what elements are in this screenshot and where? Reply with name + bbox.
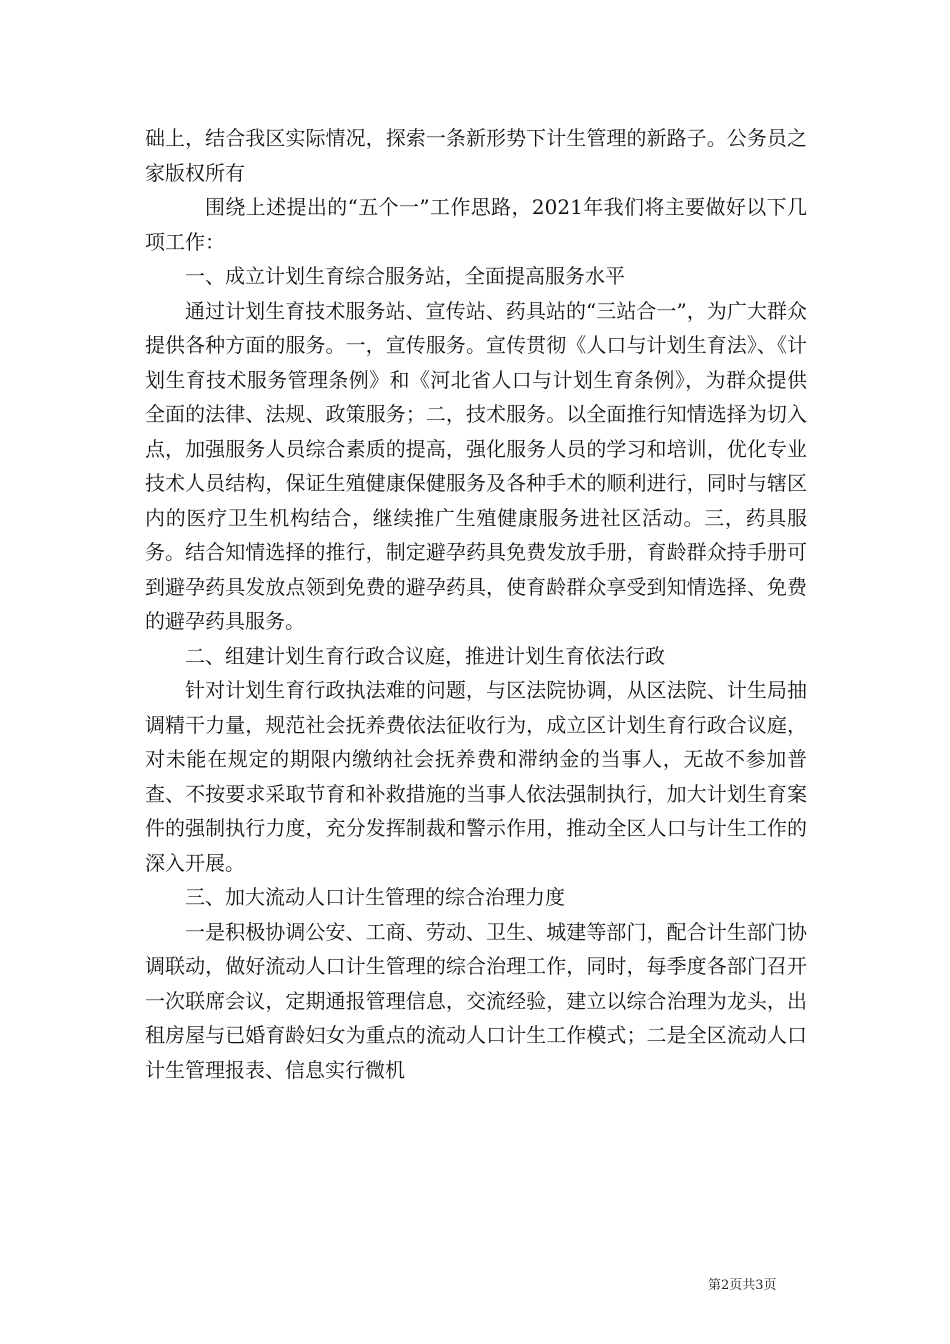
paragraph-intro: 围绕上述提出的“五个一”工作思路，2021年我们将主要做好以下几项工作： [145, 195, 807, 254]
paragraph-section-2: 针对计划生育行政执法难的问题，与区法院协调，从区法院、计生局抽调精干力量，规范社会抚养费依法征收行为，成立区计划生育行政合议庭，对未能在规定的期限内缴纳社会抚养费和滞纳金的当事人，无故不参加普查、不按要求采取节育和补救措施的当事人依法强制执行，加大计划生育案件的强制执行力度，充分发挥制裁和警示作用，推动全区人口与计生工作的深入开展。 [145, 678, 807, 875]
paragraph-section-1: 通过计划生育技术服务站、宣传站、药具站的“三站合一”，为广大群众提供各种方面的服务。一，宣传服务。宣传贯彻《人口与计划生育法》、《计划生育技术服务管理条例》和《河北省人口与计划生育条例》，为群众提供全面的法律、法规、政策服务；二，技术服务。以全面推行知情选择为切入点，加强服务人员综合素质的提高，强化服务人员的学习和培训，优化专业技术人员结构，保证生殖健康保健服务及各种手术的顺利进行，同时与辖区内的医疗卫生机构结合，继续推广生殖健康服务进社区活动。三，药具服务。结合知情选择的推行，制定避孕药具免费发放手册，育龄群众持手册可到避孕药具发放点领到免费的避孕药具，使育龄群众享受到知情选择、免费的避孕药具服务。 [145, 298, 807, 633]
page-number-footer: 第2页共3页 [708, 1278, 777, 1293]
section-heading-2: 二、组建计划生育行政合议庭，推进计划生育依法行政 [185, 643, 665, 668]
paragraph-section-3: 一是积极协调公安、工商、劳动、卫生、城建等部门，配合计生部门协调联动，做好流动人口计生管理的综合治理工作，同时，每季度各部门召开一次联席会议，定期通报管理信息，交流经验，建立以综合治理为龙头，出租房屋与已婚育龄妇女为重点的流动人口计生工作模式；二是全区流动人口计生管理报表、信息实行微机 [145, 919, 807, 1082]
paragraph-continuation: 础上，结合我区实际情况，探索一条新形势下计生管理的新路子。公务员之家版权所有 [145, 126, 807, 185]
section-heading-3: 三、加大流动人口计生管理的综合治理力度 [185, 885, 565, 909]
document-body [145, 121, 807, 1087]
section-heading-1: 一、成立计划生育综合服务站，全面提高服务水平 [185, 264, 625, 288]
